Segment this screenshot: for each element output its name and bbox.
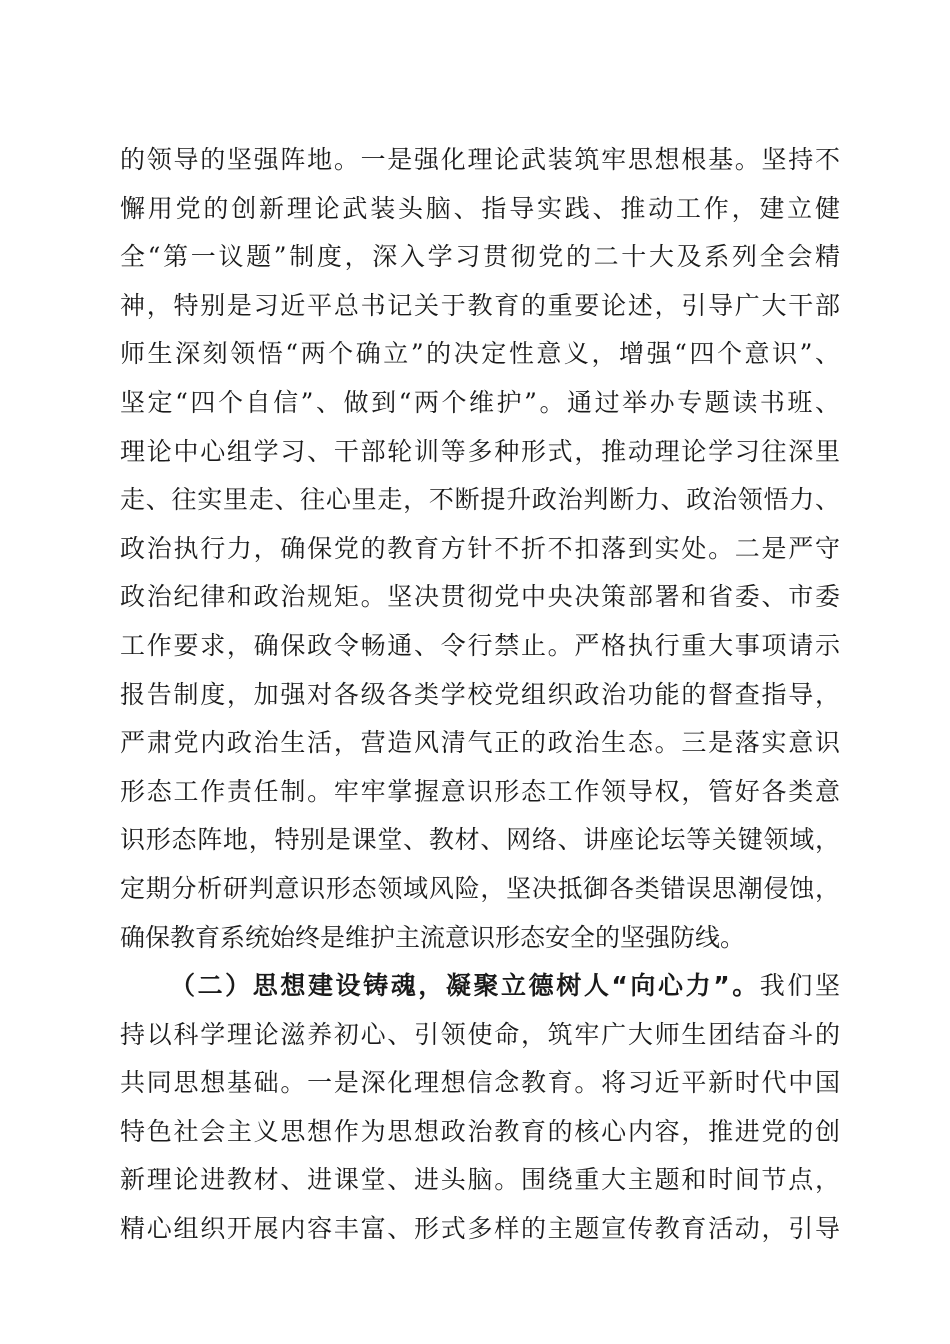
text-line: 特色社会主义思想作为思想政治教育的核心内容，推进党的创 (120, 1116, 840, 1146)
body-text (120, 136, 840, 1254)
text-line: 识形态阵地，特别是课堂、教材、网络、讲座论坛等关键领域， (120, 825, 840, 855)
text-line: 师生深刻领悟“两个确立”的决定性意义，增强“四个意识”、 (120, 339, 840, 369)
text-line: 坚定“四个自信”、做到“两个维护”。通过举办专题读书班、 (120, 387, 840, 417)
text-line: 工作要求，确保政令畅通、令行禁止。严格执行重大事项请示 (120, 630, 840, 660)
text-line: 新理论进教材、进课堂、进头脑。围绕重大主题和时间节点， (120, 1165, 840, 1195)
text-line: 神，特别是习近平总书记关于教育的重要论述，引导广大干部 (120, 290, 840, 320)
text-line: 形态工作责任制。牢牢掌握意识形态工作领导权，管好各类意 (120, 776, 840, 806)
text-line: 严肃党内政治生活，营造风清气正的政治生态。三是落实意识 (120, 728, 840, 758)
text-line: 走、往实里走、往心里走，不断提升政治判断力、政治领悟力、 (120, 485, 840, 515)
text-line: 懈用党的创新理论武装头脑、指导实践、推动工作，建立健 (120, 193, 840, 223)
text-line: 全“第一议题”制度，深入学习贯彻党的二十大及系列全会精 (120, 242, 840, 272)
text-line: 共同思想基础。一是深化理想信念教育。将习近平新时代中国 (120, 1068, 840, 1098)
text-line: 报告制度，加强对各级各类学校党组织政治功能的督查指导， (120, 679, 840, 709)
paragraph-1 (120, 136, 840, 962)
text-line: 持以科学理论滋养初心、引领使命，筑牢广大师生团结奋斗的 (120, 1019, 840, 1049)
paragraph-2 (120, 962, 840, 1254)
text-line: 理论中心组学习、干部轮训等多种形式，推动理论学习往深里 (120, 436, 840, 466)
text-line: 确保教育系统始终是维护主流意识形态安全的坚强防线。 (120, 922, 746, 952)
section-heading: （二）思想建设铸魂，凝聚立德树人“向心力”。 (170, 971, 760, 1001)
text-line: 政治执行力，确保党的教育方针不折不扣落到实处。二是严守 (120, 533, 840, 563)
text-line: 的领导的坚强阵地。一是强化理论武装筑牢思想根基。坚持不 (120, 145, 840, 174)
heading-line-rest: 我们坚 (759, 971, 840, 1001)
section-heading-line (120, 962, 840, 1011)
text-line: 政治纪律和政治规矩。坚决贯彻党中央决策部署和省委、市委 (120, 582, 840, 612)
text-line: 精心组织开展内容丰富、形式多样的主题宣传教育活动，引导 (120, 1214, 840, 1244)
text-line: 定期分析研判意识形态领域风险，坚决抵御各类错误思潮侵蚀， (120, 873, 840, 903)
